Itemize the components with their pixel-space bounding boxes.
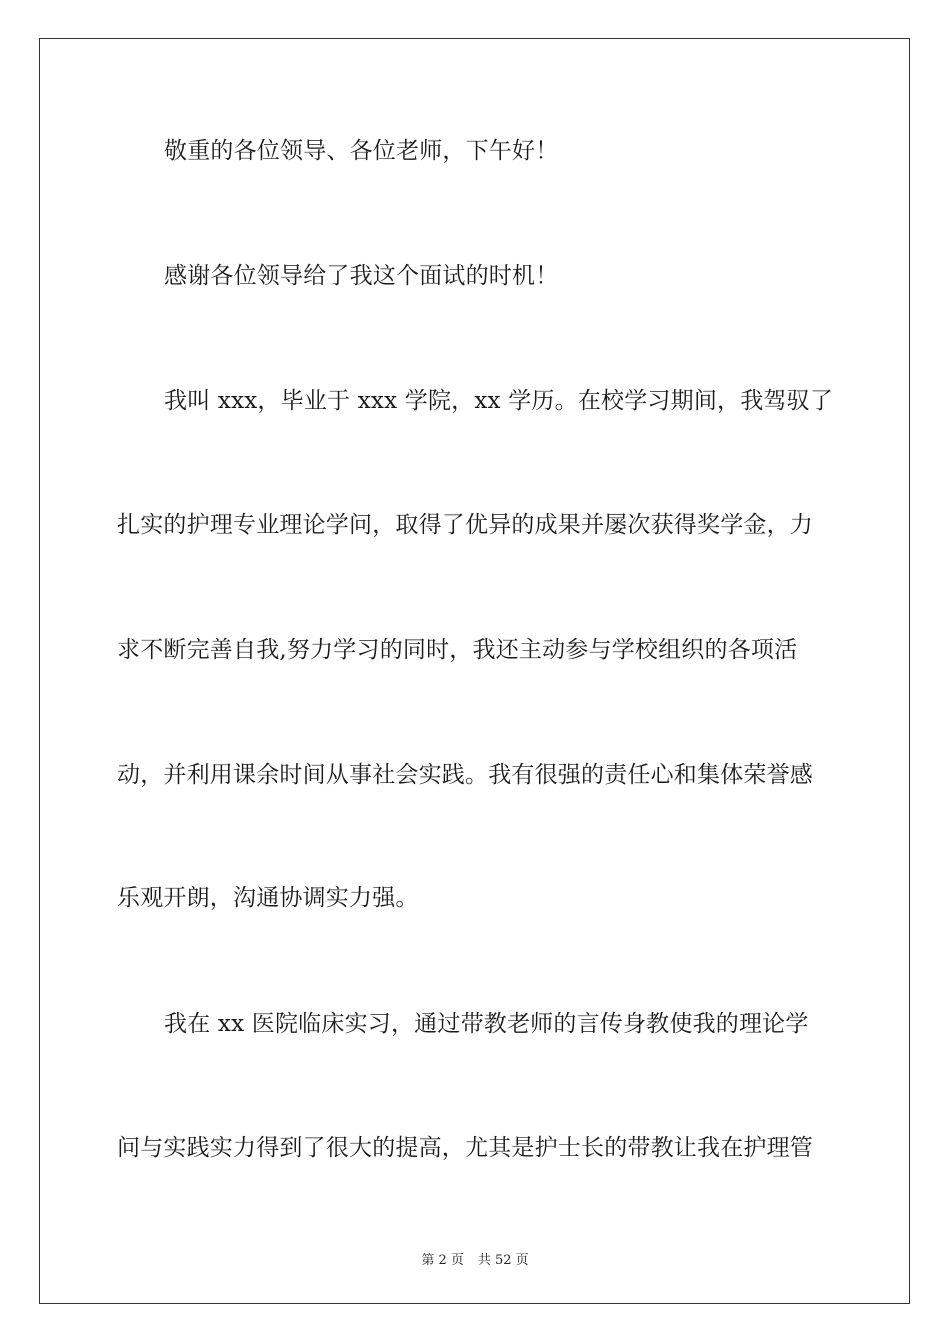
thanks-line: 感谢各位领导给了我这个面试的时机！ xyxy=(164,263,559,289)
greeting-line: 敬重的各位领导、各位老师，下午好！ xyxy=(164,138,559,164)
page-number: 第 2 页 xyxy=(421,1253,464,1268)
page-border xyxy=(39,38,910,1304)
paragraph-1-line-4: 动，并利用课余时间从事社会实践。我有很强的责任心和集体荣誉感 xyxy=(117,762,813,788)
paragraph-1-line-2: 扎实的护理专业理论学问，取得了优异的成果并屡次获得奖学金，力 xyxy=(117,512,813,538)
paragraph-1-line-3: 求不断完善自我,努力学习的同时，我还主动参与学校组织的各项活 xyxy=(117,637,798,663)
paragraph-2-line-1: 我在 xx 医院临床实习，通过带教老师的言传身教使我的理论学 xyxy=(164,1011,809,1037)
page-footer xyxy=(0,1249,950,1268)
paragraph-1-line-5: 乐观开朗，沟通协调实力强。 xyxy=(117,885,419,911)
total-pages: 共 52 页 xyxy=(477,1253,529,1268)
paragraph-1-line-1: 我叫 xxx，毕业于 xxx 学院，xx 学历。在校学习期间，我驾驭了 xyxy=(164,388,834,414)
paragraph-2-line-2: 问与实践实力得到了很大的提高，尤其是护士长的带教让我在护理管 xyxy=(117,1135,813,1161)
